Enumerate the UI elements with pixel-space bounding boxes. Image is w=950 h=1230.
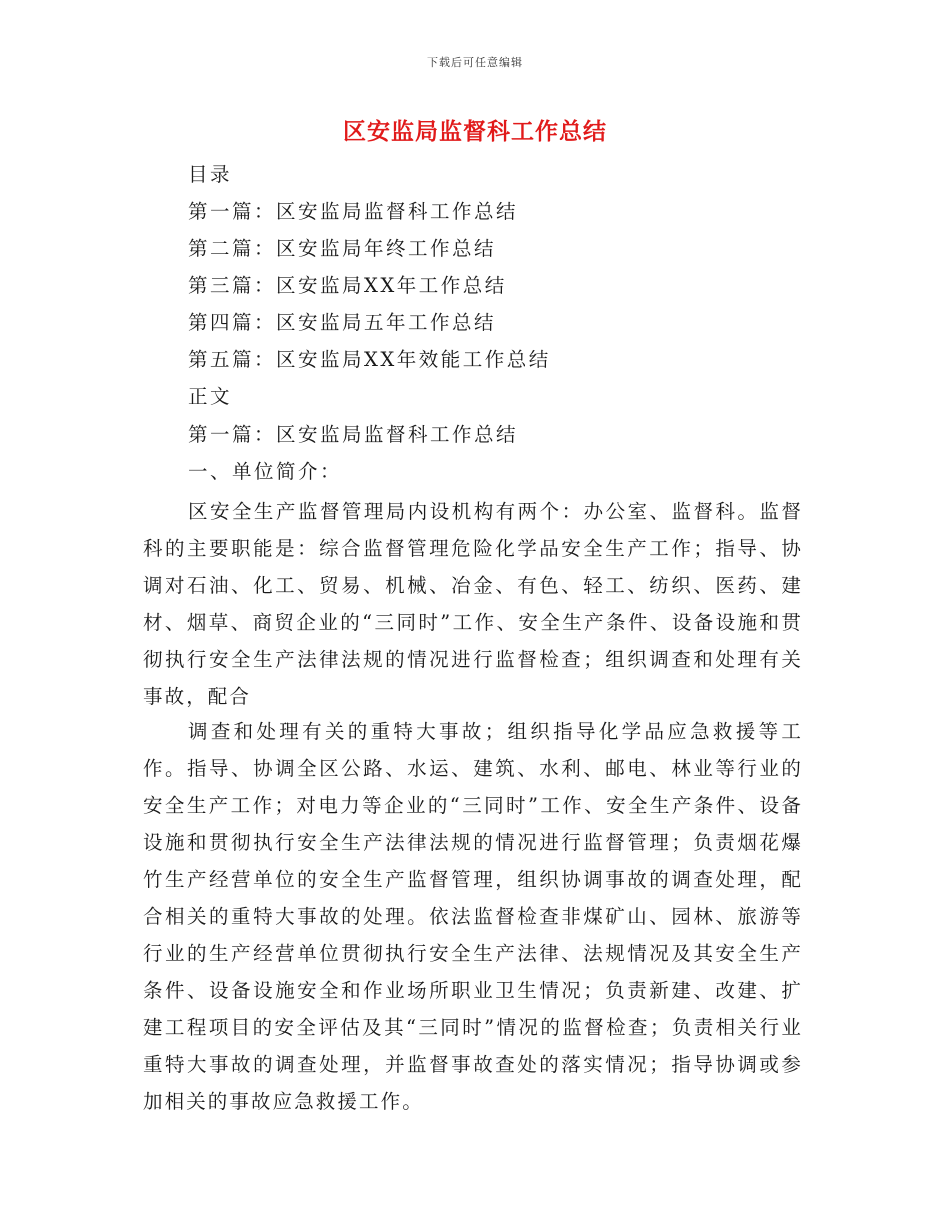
- chapter-title: 第一篇：区安监局监督科工作总结: [188, 423, 519, 446]
- body-heading: 正文: [188, 385, 233, 408]
- toc-item: 第三篇：区安监局XX年工作总结: [188, 274, 507, 297]
- body-paragraph: 区安全生产监督管理局内设机构有两个：办公室、监督科。监督科的主要职能是：综合监督管理危险化学品安全生产工作；指导、协调对石油、化工、贸易、机械、冶金、有色、轻工、纺织、医药、建材、烟草、商贸企业的“三同时”工作、安全生产条件、设备设施和贯彻执行安全生产法律法规的情况进行监督检查；组织调查和处理有关事故，配合: [143, 500, 803, 708]
- toc-heading: 目录: [188, 163, 233, 186]
- document-title: 区安监局监督科工作总结: [343, 118, 607, 145]
- toc-item: 第五篇：区安监局XX年效能工作总结: [188, 348, 551, 371]
- toc-item: 第四篇：区安监局五年工作总结: [188, 311, 497, 334]
- section-title: 一、单位简介：: [188, 460, 343, 483]
- toc-item: 第一篇：区安监局监督科工作总结: [188, 200, 519, 223]
- body-paragraph: 调查和处理有关的重特大事故；组织指导化学品应急救援等工作。指导、协调全区公路、水运、建筑、水利、邮电、林业等行业的安全生产工作；对电力等企业的“三同时”工作、安全生产条件、设备设施和贯彻执行安全生产法律法规的情况进行监督管理；负责烟花爆竹生产经营单位的安全生产监督管理，组织协调事故的调查处理，配合相关的重特大事故的处理。依法监督检查非煤矿山、园林、旅游等行业的生产经营单位贯彻执行安全生产法律、法规情况及其安全生产条件、设备设施安全和作业场所职业卫生情况；负责新建、改建、扩建工程项目的安全评估及其“三同时”情况的监督检查；负责相关行业重特大事故的调查处理，并监督事故查处的落实情况；指导协调或参加相关的事故应急救援工作。: [143, 720, 803, 1113]
- header-note: 下载后可任意编辑: [427, 56, 523, 69]
- toc-item: 第二篇：区安监局年终工作总结: [188, 237, 497, 260]
